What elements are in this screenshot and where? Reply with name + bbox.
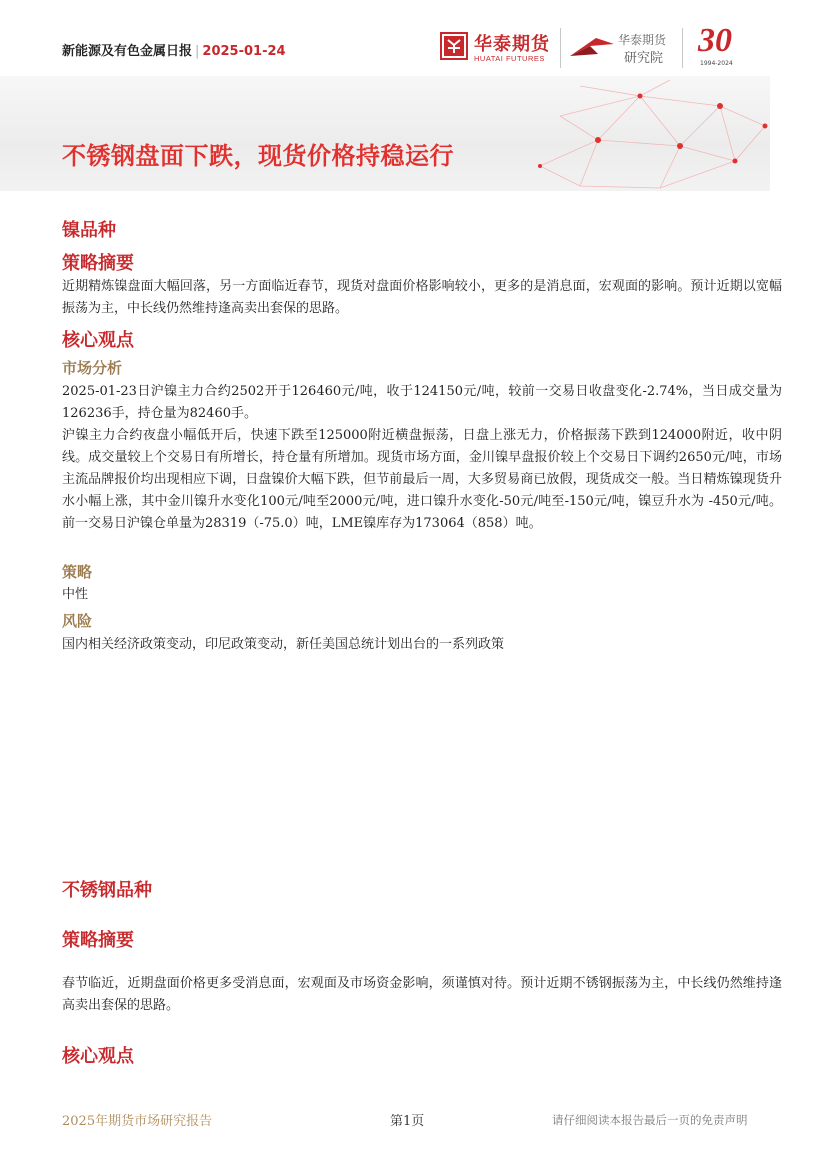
anniversary-years: 1994-2024 <box>700 60 733 67</box>
strategy-text: 中性 <box>62 587 89 602</box>
stainless-summary-paragraph: 春节临近，近期盘面价格更多受消息面，宏观面及市场资金影响，须谨慎对待。预计近期不锈钢振荡为主，中长线仍然维持逢高卖出套保的思路。 <box>62 976 782 1013</box>
footer-disclaimer-note: 请仔细阅读本报告最后一页的免责声明 <box>552 1113 748 1127</box>
network-decoration <box>520 76 770 191</box>
stainless-core-view-heading: 核心观点 <box>62 1046 134 1067</box>
market-analysis-heading: 市场分析 <box>62 359 123 377</box>
market-analysis-text <box>62 381 782 535</box>
institute-line2: 研究院 <box>624 51 664 66</box>
anniversary-logo <box>694 22 756 70</box>
report-title: 新能源及有色金属日报 <box>62 44 193 59</box>
page-header <box>0 0 826 74</box>
strategy-heading: 策略 <box>62 563 93 581</box>
header-divider <box>682 28 683 68</box>
stainless-summary-heading: 策略摘要 <box>62 930 134 951</box>
huatai-futures-logo <box>440 30 552 66</box>
header-divider <box>560 28 561 68</box>
section-heading-stainless: 不锈钢品种 <box>62 880 152 901</box>
strategy-summary-heading: 策略摘要 <box>62 253 134 274</box>
anniversary-number: 30 <box>698 22 732 59</box>
report-date: 2025-01-24 <box>202 44 286 59</box>
research-institute-logo <box>568 28 676 68</box>
market-paragraph-1: 2025-01-23日沪镍主力合约2502开于126460元/吨，收于124150元/吨，较前一交易日收盘变化-2.74%，当日成交量为126236手，持仓量为82460手。 <box>62 384 782 421</box>
page-title: 不锈钢盘面下跌，现货价格持稳运行 <box>62 142 454 170</box>
risk-heading: 风险 <box>62 612 93 630</box>
logo-chinese-name: 华泰期货 <box>474 34 550 55</box>
huatai-logo-icon <box>440 32 468 60</box>
section-heading-nickel: 镍品种 <box>62 220 116 241</box>
page-number: 第1页 <box>390 1114 425 1129</box>
institute-line1: 华泰期货 <box>618 33 667 47</box>
summary-paragraph: 近期精炼镍盘面大幅回落，另一方面临近春节，现货对盘面价格影响较小，更多的是消息面，宏观面的影响。预计近期以宽幅振荡为主，中长线仍然维持逢高卖出套保的思路。 <box>62 279 782 316</box>
logo-english-name: HUATAI FUTURES <box>474 54 545 63</box>
footer-report-name: 2025年期货市场研究报告 <box>62 1114 213 1129</box>
institute-mark-icon <box>568 34 616 60</box>
report-header <box>62 40 286 59</box>
market-paragraph-2: 沪镍主力合约夜盘小幅低开后，快速下跌至125000附近横盘振荡，日盘上涨无力，价格振荡下跌到124000附近，收中阴线。成交量较上个交易日有所增长，持仓量有所增加。现货市场方面，金川镍早盘报价较上个交易日下调约2650元/吨，市场主流品牌报价均出现相应下调，日盘镍价大幅下跌，但节前最后一周，大多贸易商已放假，现货成交一般。当日精炼镍现货升水小幅上涨，其中金川镍升水变化100元/吨至2000元/吨，进口镍升水变化-50元/吨至-150元/吨，镍豆升水为 -450元/吨。前一交易日沪镍仓单量为28319（-75.0）吨，LME镍库存为173064（858）吨。 <box>62 428 782 531</box>
header-separator: | <box>195 44 200 59</box>
core-view-heading: 核心观点 <box>62 330 134 351</box>
strategy-summary-text <box>62 276 782 320</box>
stainless-summary-text <box>62 973 782 1017</box>
risk-text: 国内相关经济政策变动，印尼政策变动，新任美国总统计划出台的一系列政策 <box>62 637 505 652</box>
